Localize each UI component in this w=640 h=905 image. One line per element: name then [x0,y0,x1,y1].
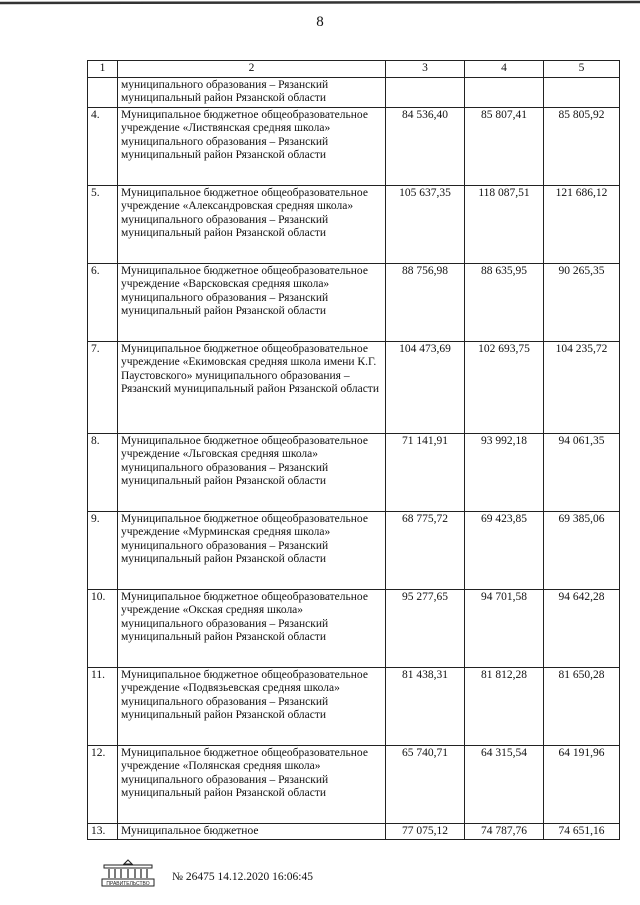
value-col3: 77 075,12 [386,823,465,839]
row-number: 7. [88,341,118,433]
government-building-stamp [100,858,156,888]
value-col4: 94 701,58 [465,589,544,667]
value-col4: 81 812,28 [465,667,544,745]
institution-name: Муниципальное бюджетное общеобразовательное учреждение «Екимовская средняя школа имени К.Г. Паустовского» муниципального образования – Рязанский муниципальный район Рязанской области [118,341,386,433]
registration-footer [100,854,560,894]
institution-name: муниципального образования – Рязанский муниципальный район Рязанской области [118,78,386,108]
value-col4: 88 635,95 [465,263,544,341]
value-col3: 68 775,72 [386,511,465,589]
budget-table [87,60,620,840]
column-header: 2 [118,61,386,78]
table-row [88,745,620,823]
value-col3: 95 277,65 [386,589,465,667]
row-number: 5. [88,185,118,263]
institution-name: Муниципальное бюджетное общеобразовательное учреждение «Варсковская средняя школа» муниципального образования – Рязанский муниципальный район Рязанской области [118,263,386,341]
row-number: 10. [88,589,118,667]
value-col5: 94 061,35 [544,433,620,511]
value-col5: 90 265,35 [544,263,620,341]
value-col3: 81 438,31 [386,667,465,745]
column-header: 3 [386,61,465,78]
top-scan-edge [0,0,640,6]
row-number: 13. [88,823,118,839]
institution-name: Муниципальное бюджетное [118,823,386,839]
row-number: 11. [88,667,118,745]
value-col4: 64 315,54 [465,745,544,823]
value-col5: 74 651,16 [544,823,620,839]
value-col3: 104 473,69 [386,341,465,433]
table-row [88,667,620,745]
value-col3: 65 740,71 [386,745,465,823]
table-row [88,589,620,667]
value-col5: 85 805,92 [544,107,620,185]
value-col3: 105 637,35 [386,185,465,263]
table-header-row [88,61,620,78]
value-col4: 102 693,75 [465,341,544,433]
value-col4: 85 807,41 [465,107,544,185]
table-row-continuation [88,78,620,108]
row-number: 4. [88,107,118,185]
registration-datetime: 14.12.2020 16:06:45 [217,871,313,883]
value-col4: 69 423,85 [465,511,544,589]
document-number: № 26475 [172,871,215,883]
table-row [88,511,620,589]
value-col4: 118 087,51 [465,185,544,263]
institution-name: Муниципальное бюджетное общеобразовательное учреждение «Александровская средняя школа» муниципального образования – Рязанский муниципальный район Рязанской области [118,185,386,263]
table-row [88,107,620,185]
stamp-label: ПРАВИТЕЛЬСТВО [106,881,150,887]
value-col5: 81 650,28 [544,667,620,745]
institution-name: Муниципальное бюджетное общеобразовательное учреждение «Полянская средняя школа» муниципального образования – Рязанский муниципальный район Рязанской области [118,745,386,823]
institution-name: Муниципальное бюджетное общеобразовательное учреждение «Льговская средняя школа» муниципального образования – Рязанский муниципальный район Рязанской области [118,433,386,511]
row-number: 8. [88,433,118,511]
table-row [88,263,620,341]
row-number: 9. [88,511,118,589]
column-header: 5 [544,61,620,78]
value-col5: 121 686,12 [544,185,620,263]
table-row [88,341,620,433]
table-row [88,433,620,511]
institution-name: Муниципальное бюджетное общеобразовательное учреждение «Подвязьевская средняя школа» муниципального образования – Рязанский муниципальный район Рязанской области [118,667,386,745]
institution-name: Муниципальное бюджетное общеобразовательное учреждение «Листвянская средняя школа» муниципального образования – Рязанский муниципальный район Рязанской области [118,107,386,185]
value-col3: 88 756,98 [386,263,465,341]
value-col3: 71 141,91 [386,433,465,511]
column-header: 4 [465,61,544,78]
institution-name: Муниципальное бюджетное общеобразовательное учреждение «Мурминская средняя школа» муниципального образования – Рязанский муниципальный район Рязанской области [118,511,386,589]
value-col4: 74 787,76 [465,823,544,839]
table-row [88,185,620,263]
value-col5: 64 191,96 [544,745,620,823]
value-col4: 93 992,18 [465,433,544,511]
page-number: 8 [316,14,324,30]
value-col3: 84 536,40 [386,107,465,185]
value-col5: 94 642,28 [544,589,620,667]
column-header: 1 [88,61,118,78]
institution-name: Муниципальное бюджетное общеобразовательное учреждение «Окская средняя школа» муниципального образования – Рязанский муниципальный район Рязанской области [118,589,386,667]
table-row [88,823,620,839]
row-number: 12. [88,745,118,823]
value-col5: 104 235,72 [544,341,620,433]
row-number: 6. [88,263,118,341]
value-col5: 69 385,06 [544,511,620,589]
